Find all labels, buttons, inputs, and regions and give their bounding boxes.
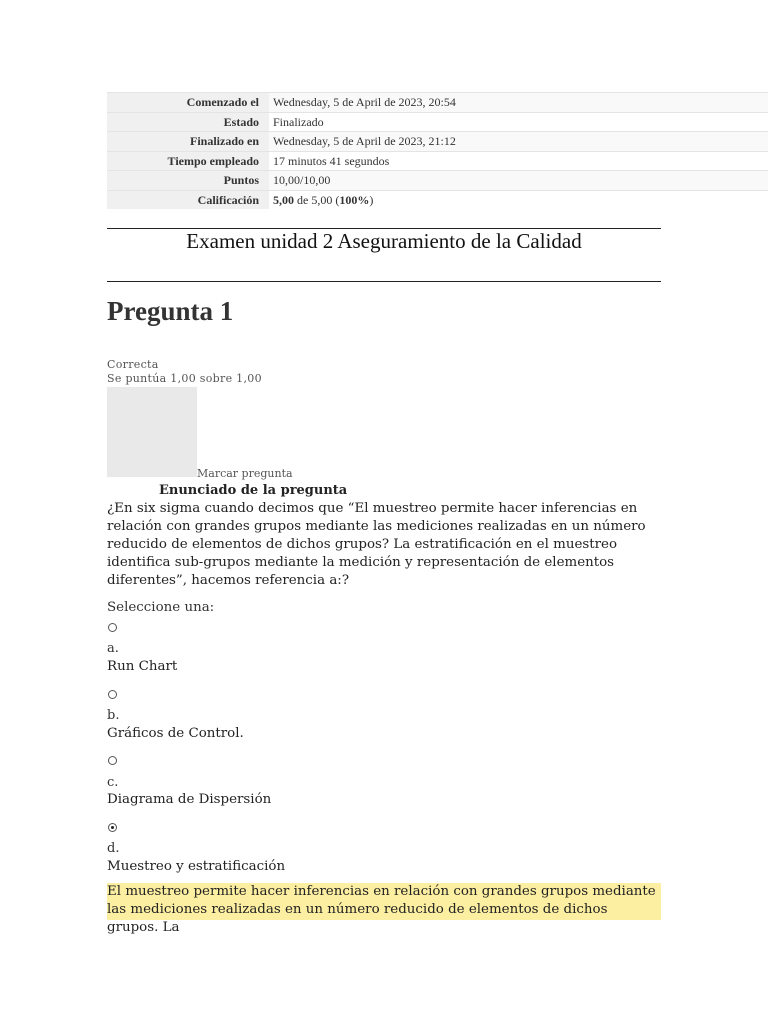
summary-row-started	[107, 93, 768, 113]
summary-value: Finalizado	[269, 112, 768, 132]
summary-row-points	[107, 171, 768, 191]
summary-row-time-taken	[107, 151, 768, 171]
summary-row-grade	[107, 190, 768, 209]
option-b-radio[interactable]	[108, 690, 117, 699]
exam-title: Examen unidad 2 Aseguramiento de la Calidad	[186, 229, 582, 253]
grade-close: )	[369, 192, 374, 207]
option-b-letter: b.	[107, 708, 120, 723]
option-a-radio[interactable]	[108, 623, 117, 632]
summary-value: 17 minutos 41 segundos	[269, 151, 768, 171]
question-text: ¿En six sigma cuando decimos que “El muestreo permite hacer inferencias en relación con grandes grupos mediante las mediciones realizadas en un número reducido de elementos de dichos grupos? La estratificación en el muestreo identifica sub-grupos mediante la medición y representación de elementos diferentes”, hacemos referencia a:?	[107, 501, 646, 588]
summary-label: Puntos	[107, 171, 269, 191]
summary-label: Comenzado el	[107, 93, 269, 113]
title-rule-bottom	[107, 281, 661, 282]
summary-value-grade	[269, 190, 768, 209]
question-score: Se puntúa 1,00 sobre 1,00	[107, 372, 262, 385]
question-state: Correcta	[107, 358, 159, 371]
option-d-text[interactable]: Muestreo y estratificación	[107, 859, 286, 874]
grade-of: de 5,00 (	[294, 192, 340, 207]
summary-label: Estado	[107, 112, 269, 132]
summary-label: Tiempo empleado	[107, 151, 269, 171]
option-c-letter: c.	[107, 775, 119, 790]
option-c-text[interactable]: Diagrama de Dispersión	[107, 792, 272, 807]
select-prompt: Seleccione una:	[107, 600, 215, 615]
flag-question-box[interactable]	[107, 387, 197, 477]
option-a-text[interactable]: Run Chart	[107, 659, 178, 674]
summary-value: 10,00/10,00	[269, 171, 768, 191]
summary-label: Calificación	[107, 190, 269, 209]
option-a-letter: a.	[107, 641, 119, 656]
option-d-radio[interactable]	[108, 823, 117, 832]
question-heading: Pregunta 1	[107, 296, 234, 326]
summary-row-state	[107, 112, 768, 132]
summary-value: Wednesday, 5 de April de 2023, 21:12	[269, 132, 768, 152]
summary-value: Wednesday, 5 de April de 2023, 20:54	[269, 93, 768, 113]
option-b-text[interactable]: Gráficos de Control.	[107, 726, 244, 741]
grade-value: 5,00	[273, 192, 294, 207]
statement-heading: Enunciado de la pregunta	[159, 483, 348, 498]
flag-question-link[interactable]: Marcar pregunta	[197, 467, 293, 480]
feedback-text: El muestreo permite hacer inferencias en relación con grandes grupos mediante las mediciones realizadas en un número reducido de elementos de dichos grupos. La	[107, 883, 661, 920]
summary-label: Finalizado en	[107, 132, 269, 152]
option-d-letter: d.	[107, 841, 120, 856]
attempt-summary-table	[107, 92, 768, 209]
summary-row-finished	[107, 132, 768, 152]
option-c-radio[interactable]	[108, 756, 117, 765]
grade-percent: 100%	[339, 192, 370, 207]
